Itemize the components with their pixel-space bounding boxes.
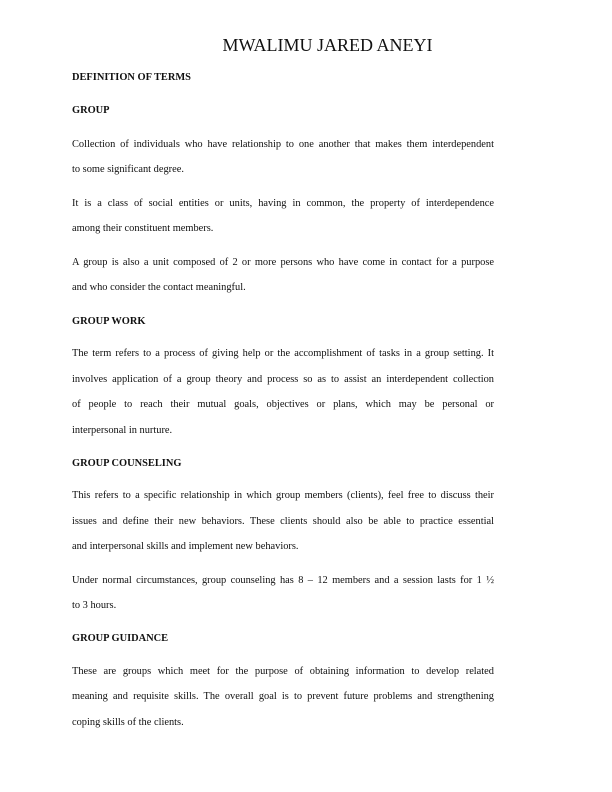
paragraph-line: coping skills of the clients. xyxy=(72,717,184,728)
paragraph-line: The term refers to a process of giving help or the accomplishment of tasks in a group setting. It xyxy=(72,348,494,359)
paragraph-line: to some significant degree. xyxy=(72,164,184,175)
paragraph-line: to 3 hours. xyxy=(72,600,117,611)
paragraph-line: of people to reach their mutual goals, objectives or plans, which may be personal or xyxy=(72,399,494,410)
paragraph-line: issues and define their new behaviors. These clients should also be able to practice essential xyxy=(72,516,494,527)
paragraph-line: interpersonal in nurture. xyxy=(72,425,173,436)
paragraph-line: and interpersonal skills and implement new behaviors. xyxy=(72,541,299,552)
paragraph-line: This refers to a specific relationship in which group members (clients), feel free to discuss their xyxy=(72,490,494,501)
paragraph-line: among their constituent members. xyxy=(72,223,214,234)
heading-group-counseling: GROUP COUNSELING xyxy=(72,458,182,469)
document-title: MWALIMU JARED ANEYI xyxy=(222,35,433,55)
paragraph-line: A group is also a unit composed of 2 or more persons who have come in contact for a purpose xyxy=(72,257,494,268)
paragraph-line: meaning and requisite skills. The overall goal is to prevent future problems and strengthening xyxy=(72,691,494,702)
paragraph-line: These are groups which meet for the purpose of obtaining information to develop related xyxy=(72,666,494,677)
heading-definition-of-terms: DEFINITION OF TERMS xyxy=(72,72,191,83)
paragraph-line: Under normal circumstances, group counseling has 8 – 12 members and a session lasts for 1 ½ xyxy=(72,575,494,586)
heading-group-guidance: GROUP GUIDANCE xyxy=(72,633,169,644)
paragraph-line: It is a class of social entities or units, having in common, the property of interdependence xyxy=(72,198,494,209)
paragraph-line: involves application of a group theory and process so as to assist an interdependent collection xyxy=(72,374,494,385)
paragraph-line: and who consider the contact meaningful. xyxy=(72,282,246,293)
heading-group-work: GROUP WORK xyxy=(72,316,146,327)
paragraph-line: Collection of individuals who have relationship to one another that makes them interdependent xyxy=(72,139,494,150)
heading-group: GROUP xyxy=(72,105,110,116)
